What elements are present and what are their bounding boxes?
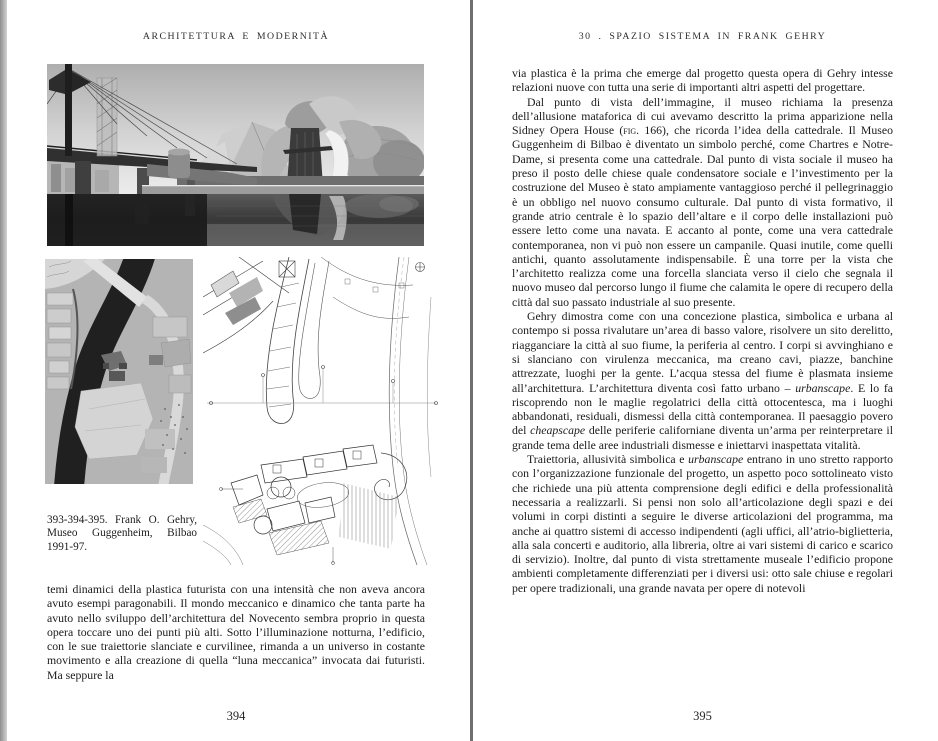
figure-photo-guggenheim-and-bridge — [47, 64, 424, 246]
north-symbol — [416, 263, 425, 272]
scan-left-edge — [0, 0, 7, 741]
page-number-right: 395 — [693, 709, 712, 723]
figure-caption: 393-394-395. Frank O. Gehry, Museo Guggenheim, Bilbao 1991-97. — [47, 514, 197, 553]
water-reflection — [47, 194, 424, 246]
left-page-body — [47, 582, 425, 682]
paragraph: temi dinamici della plastica futurista con una intensità che non aveva ancora avuto esempi paragonabili. Il mondo meccanico e dinamico che tanta parte ha avuto nello sviluppo dell’architettura del Novecento sembra proprio in questa opera toccare uno dei punti più alti. Sotto l’illuminazione notturna, l’edificio, con le sue traiettorie slanciate e curvilinee, rimanda a un universo in costante movimento e alla creazione di quella “luna meccanica” invocata dai futuristi. Ma seppure la — [47, 582, 425, 682]
figure-aerial-view-site — [45, 259, 193, 484]
quay — [142, 185, 424, 194]
paragraph: Gehry dimostra come con una concezione plastica, simbolica e urbana al contempo si possa rivalutare un’area di basso valore, risolvere un sito derelitto, riagganciare la città al suo fiume, la periferia al centro. I corpi si avvinghiano e si slanciano con virulenza meccanica, ma creano cavi, piazze, banchine attrezzate, luoghi per la gente. L’acqua stessa del fiume è plasmata insieme all’architettura. L’architettura diventa così fatto urbano – urbanscape. E lo fa riscoprendo non le maglie regolatrici della città ottocentesca, ma i luoghi abbandonati, residuali, dismessi della città contemporanea. Il paesaggio povero del cheapscape delle periferie californiane diventa un’arma per reinterpretare il grande tema delle aree industriali dismesse e iniettarvi inaspettata vitalità. — [512, 309, 894, 452]
site-plan-illustration — [203, 257, 440, 565]
paragraph: via plastica è la prima che emerge dal progetto questa opera di Gehry intesse relazioni nuove con tutta una serie di importanti altri aspetti del progettare. — [512, 66, 893, 95]
running-header-right: 30 . SPAZIO SISTEMA IN FRANK GEHRY — [578, 31, 827, 42]
book-spine-divider — [470, 0, 473, 741]
aerial-photo-illustration — [45, 259, 193, 484]
page-number-left: 394 — [226, 709, 246, 723]
paragraph: Traiettoria, allusività simbolica e urbanscape entrano in uno stretto rapporto con l’organizzazione funzionale del progetto, un aspetto poco sottolineato visto che richiede una più attenta comprensione degli edifici e della professionalità necessaria a realizzarli. Si pensi non solo all’articolazione degli spazi e dei volumi in corpi distinti a seguire le diverse articolazioni del programma, ma anche ai quattro sistemi di accesso indipendenti (agli uffici, all’atrio-biglietteria, alla sala concerti e auditorio, alla libreria, oltre ai vari sistemi di carico e scarico di servizio). Inoltre, dal punto di vista strettamente museale l’edificio propone ambienti completamente differenziati per i diversi usi: otto sale chiuse e regolari per opere tradizionali, una grande navata per opere di notevoli — [512, 452, 893, 595]
paragraph: Dal punto di vista dell’immagine, il museo richiama la presenza dell’allusione mataforica di cui avevamo descritto la prima apparizione nella Sidney Opera House (fig. 166), che ricorda l’idea della cattedrale. Il Museo Guggenheim di Bilbao è diventato un simbolo perché, come Chartres e Notre-Dame, si presenta come una cattedrale. Dal punto di vista sociale il museo ha preso il posto delle chiese quale condensatore sociale e l’investimento per la costruzione del Museo è stato ampiamente vantaggioso perché il pellegrinaggio è un obbligo nel nuovo consumo culturale. Dal punto di vista formativo, il grande atrio centrale è lo spazio dell’altare e il corpo delle installazioni può essere letto come una navata. E accanto al ponte, come una vera cattedrale contemporanea, non vi può non essere un campanile. Quasi inutile, come quelli antichi, quanto assolutamente indispensabile. È una torre per la vista che l’architetto realizza come una forcella slanciata verso il cielo che segnala il nuovo museo dal percorso lungo il fiume che calamita le opere di recupero della città dal suo passato industriale al suo presente. — [512, 94, 893, 309]
running-header-left: ARCHITETTURA E MODERNITÀ — [142, 31, 330, 42]
photo-guggenheim-illustration — [47, 64, 424, 246]
figure-site-plan-drawing — [203, 257, 440, 565]
right-page-body — [512, 66, 893, 595]
